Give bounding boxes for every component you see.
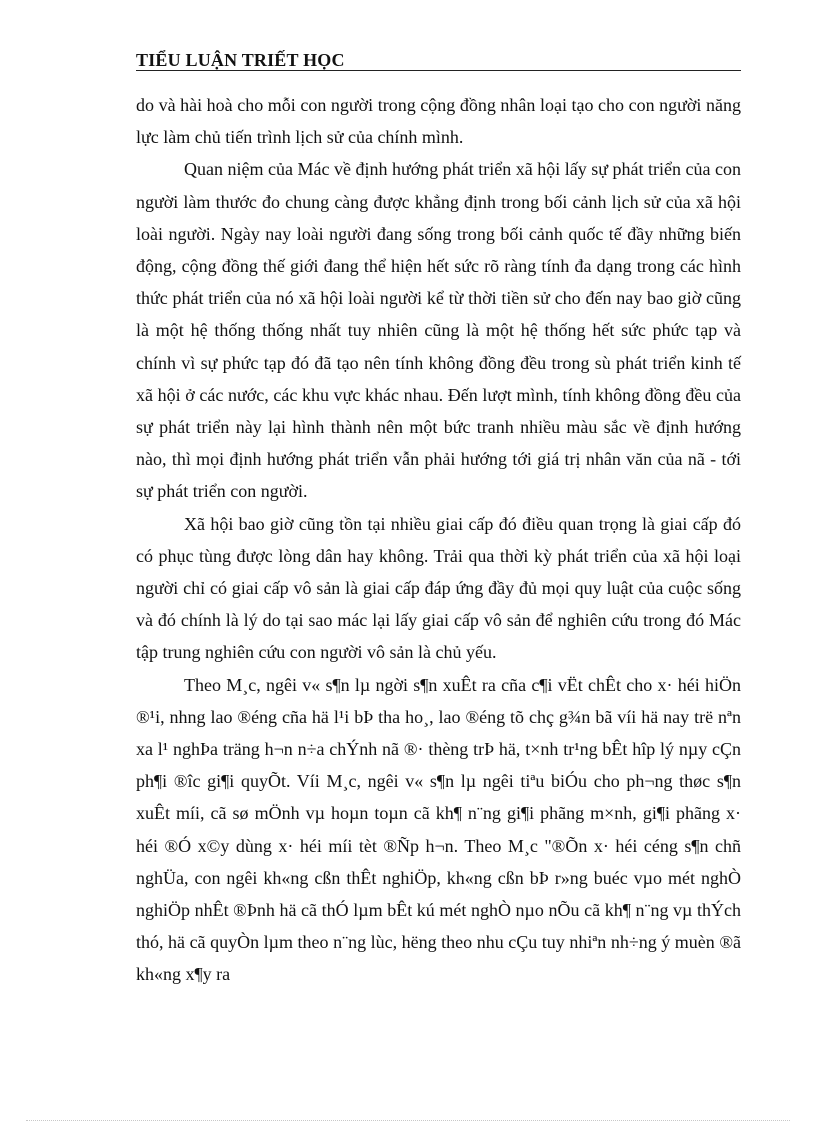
header-divider <box>136 70 741 71</box>
header-title: TIỂU LUẬN TRIẾT HỌC <box>136 50 345 70</box>
paragraph-social-classes: Xã hội bao giờ cũng tồn tại nhiều giai cấp đó điều quan trọng là giai cấp đó có phục tùng được lòng dân hay không. Trải qua thời kỳ phát triển của xã hội loại người chỉ có giai cấp vô sản là giai cấp đáp ứng đầy đủ mọi quy luật của cuộc sống và đó chính là lý do tại sao mác lại lấy giai cấp vô sản để nghiên cứu trong đó Mác tập trung nghiên cứu con người vô sản là chủ yếu. <box>136 513 741 663</box>
paragraph-proletariat: Theo M¸c, ngêi v« s¶n lµ ngời s¶n xuÊt ra cña c¶i vËt chÊt cho x· héi hiÖn ®¹i, nhng lao ®éng cña hä l¹i bÞ tha ho¸, lao ®éng tõ chç g¾n bã víi hä nay trë nªn xa l¹ nghÞa träng h¬n n÷a chÝnh nã ®· thèng trÞ hä, t×nh tr¹ng bÊt hîp lý nµy cÇn ph¶i ®îc gi¶i quyÕt. Víi M¸c, ngêi v« s¶n lµ ngêi tiªu biÓu cho ph¬ng thøc s¶n xuÊt míi, cã sø mÖnh vµ hoµn toµn cã kh¶ n¨ng gi¶i phãng m×nh, gi¶i phãng x· héi ®Ó x©y dùng x· héi míi tèt ®Ñp h¬n. Theo M¸c "®Õn x· héi céng s¶n chñ nghÜa, con ngêi kh«ng cßn thÊt nghiÖp, kh«ng cßn bÞ r»ng buéc vµo mét nghÒ nghiÖp nhÊt ®Þnh hä cã thÓ lµm bÊt kú mét nghÒ nµo nÕu cã kh¶ n¨ng vµ thÝch thó, hä cã quyÒn lµm theo n¨ng lùc, hëng theo nhu cÇu tuy nhiªn nh÷ng ý muèn ®ã kh«ng x¶y ra <box>136 674 741 985</box>
paragraph-marx-development: Quan niệm của Mác về định hướng phát triển xã hội lấy sự phát triển của con người làm thước đo chung càng được khẳng định trong bối cảnh lịch sử của xã hội loài người. Ngày nay loài người đang sống trong bối cảnh quốc tế đầy những biến động, cộng đồng thế giới đang thể hiện hết sức rõ ràng tính đa dạng trong các hình thức phát triển của nó xã hội loài người kể từ thời tiền sử cho đến nay bao giờ cũng là một hệ thống thống nhất tuy nhiên cũng là một hệ thống hết sức phức tạp và chính vì sự phức tạp đó đã tạo nên tính không đồng đều trong sù phát triển kinh tế xã hội ở các nước, các khu vực khác nhau. Đến lượt mình, tính không đồng đều của sự phát triển này lại hình thành nên một bức tranh nhiều màu sắc về định hướng nào, thì mọi định hướng phát triển vẫn phải hướng tới giá trị nhân văn của nã - tới sự phát triển con người. <box>136 159 741 502</box>
page-bottom-divider <box>26 1120 790 1121</box>
document-body <box>136 89 741 991</box>
page-header <box>136 50 741 72</box>
paragraph-continuation: do và hài hoà cho mỗi con người trong cộng đồng nhân loại tạo cho con người năng lực làm chủ tiến trình lịch sử của chính mình. <box>136 95 741 148</box>
